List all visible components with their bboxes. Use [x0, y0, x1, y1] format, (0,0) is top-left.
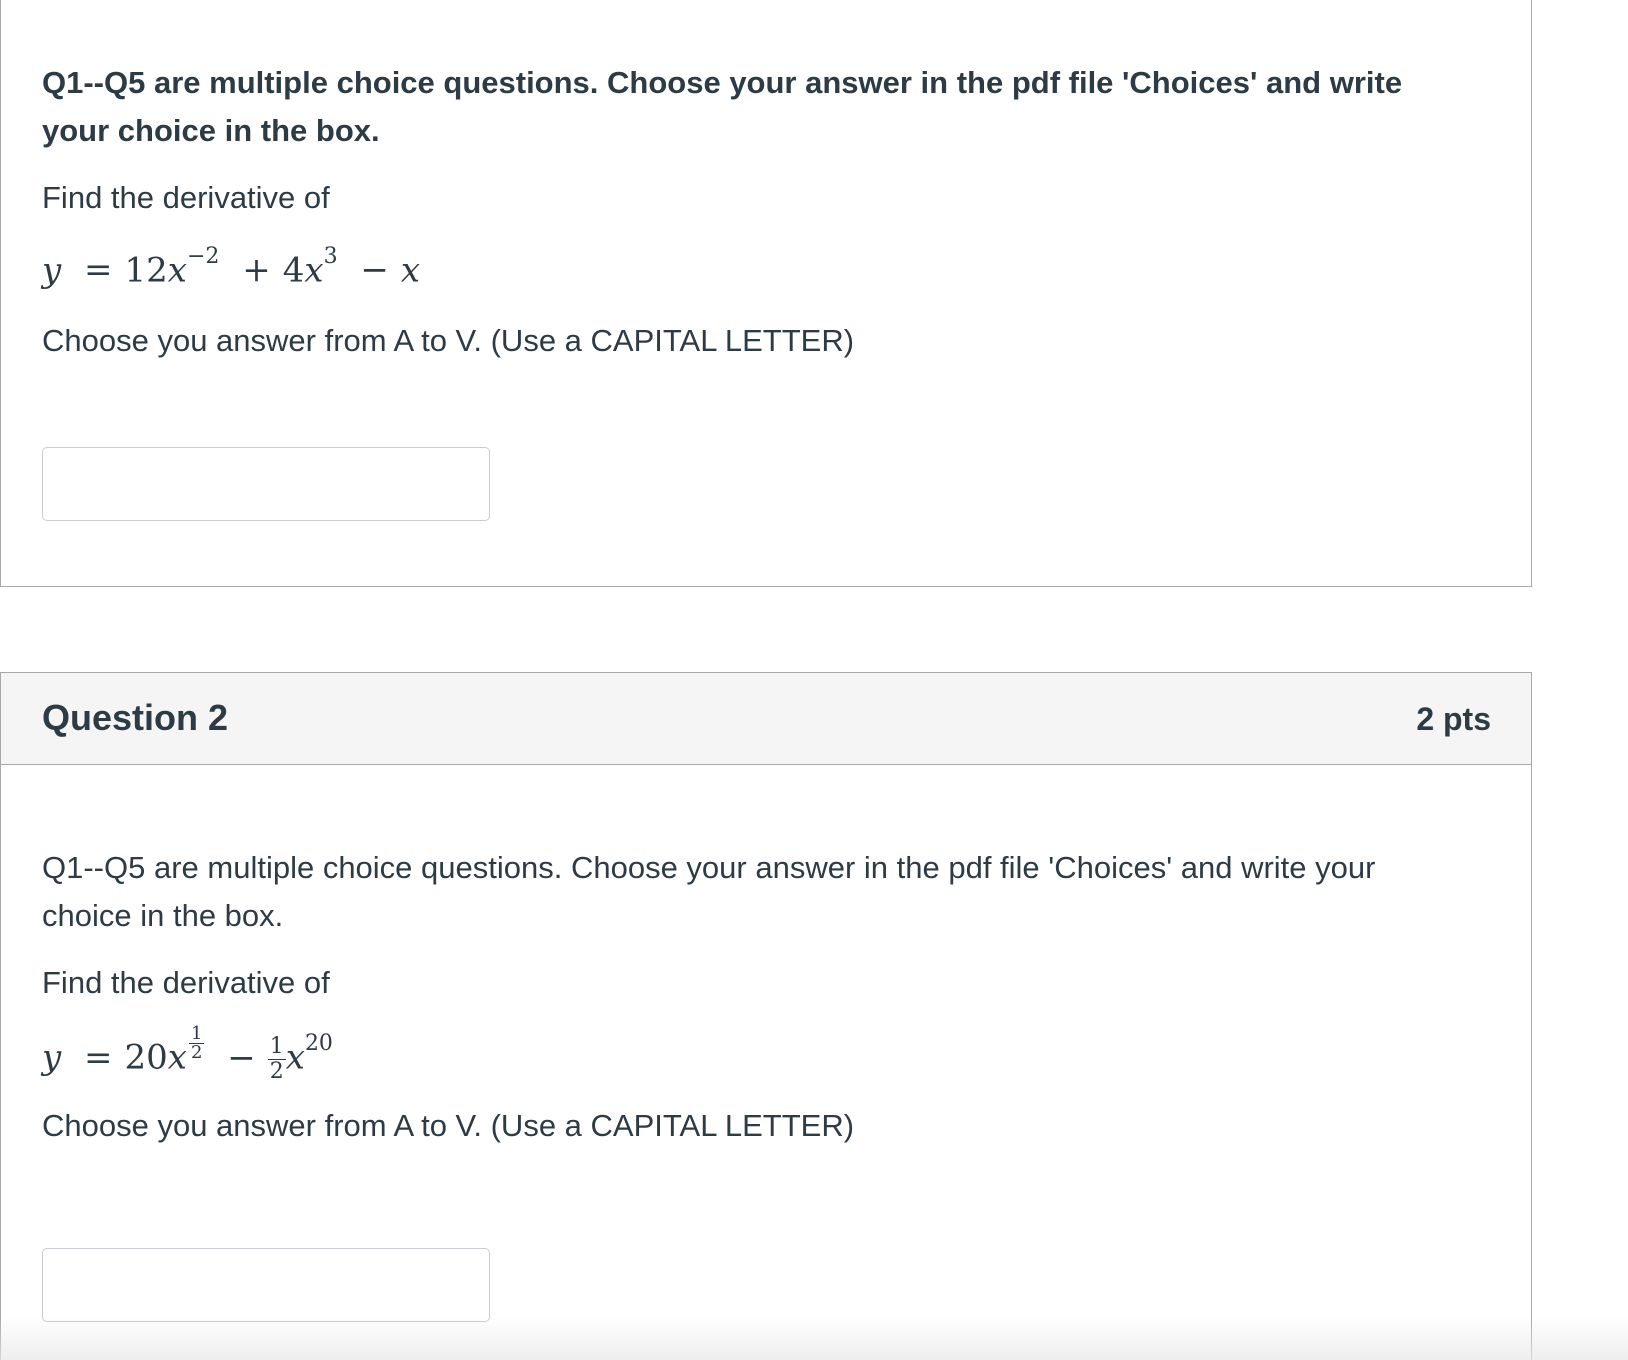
eq-term2-frac: [268, 1035, 286, 1084]
eq-term2-var: x: [304, 250, 324, 291]
eq-term1-exp-num: 1: [190, 1023, 203, 1044]
question-instruction: Choose you answer from A to V. (Use a CAPITAL LETTER): [42, 1108, 855, 1143]
eq-term1-exp: −2: [186, 244, 220, 269]
eq-op1: −: [227, 1037, 256, 1078]
question-prompt: Find the derivative of: [42, 965, 330, 1000]
question-instruction: Choose you answer from A to V. (Use a CAPITAL LETTER): [42, 323, 855, 358]
eq-term2-var: x: [285, 1037, 305, 1078]
question-points: 2 pts: [1416, 701, 1491, 737]
answer-input-1[interactable]: [42, 447, 490, 521]
eq-term2-frac-den: 2: [269, 1059, 284, 1084]
eq-term2-coef: 4: [282, 250, 305, 291]
answer-input-2[interactable]: [42, 1248, 490, 1322]
question-intro: Q1--Q5 are multiple choice questions. Choose your answer in the pdf file 'Choices' and write your choice in the box.: [42, 850, 1376, 933]
question-card-1: [0, 0, 1532, 587]
eq-term1-coef: 20: [124, 1037, 168, 1078]
equation: [42, 1023, 333, 1084]
eq-term3-var: x: [400, 250, 421, 291]
eq-term1-var: x: [167, 1037, 187, 1078]
question-header: [1, 673, 1531, 765]
eq-term2-exp: 20: [304, 1031, 333, 1057]
question-prompt: Find the derivative of: [42, 180, 330, 215]
question-title: Question 2: [42, 697, 229, 738]
eq-term2-exp: 3: [323, 244, 338, 269]
eq-term1-var: x: [167, 250, 187, 291]
question-intro: Q1--Q5 are multiple choice questions. Choose your answer in the pdf file 'Choices' and write your choice in the box.: [42, 65, 1403, 148]
eq-term1-exp-den: 2: [190, 1042, 203, 1063]
eq-lhs: y: [42, 1037, 62, 1078]
eq-op1: +: [242, 250, 271, 291]
eq-lhs: y: [42, 250, 62, 291]
eq-term1-exp: [189, 1022, 204, 1063]
eq-term1-coef: 12: [124, 250, 168, 291]
eq-op2: −: [360, 250, 389, 291]
question-card-2: [0, 672, 1532, 1360]
eq-term2-frac-num: 1: [269, 1034, 284, 1059]
equation: [42, 244, 421, 291]
eq-equals: =: [84, 1037, 113, 1078]
eq-equals: =: [84, 250, 113, 291]
